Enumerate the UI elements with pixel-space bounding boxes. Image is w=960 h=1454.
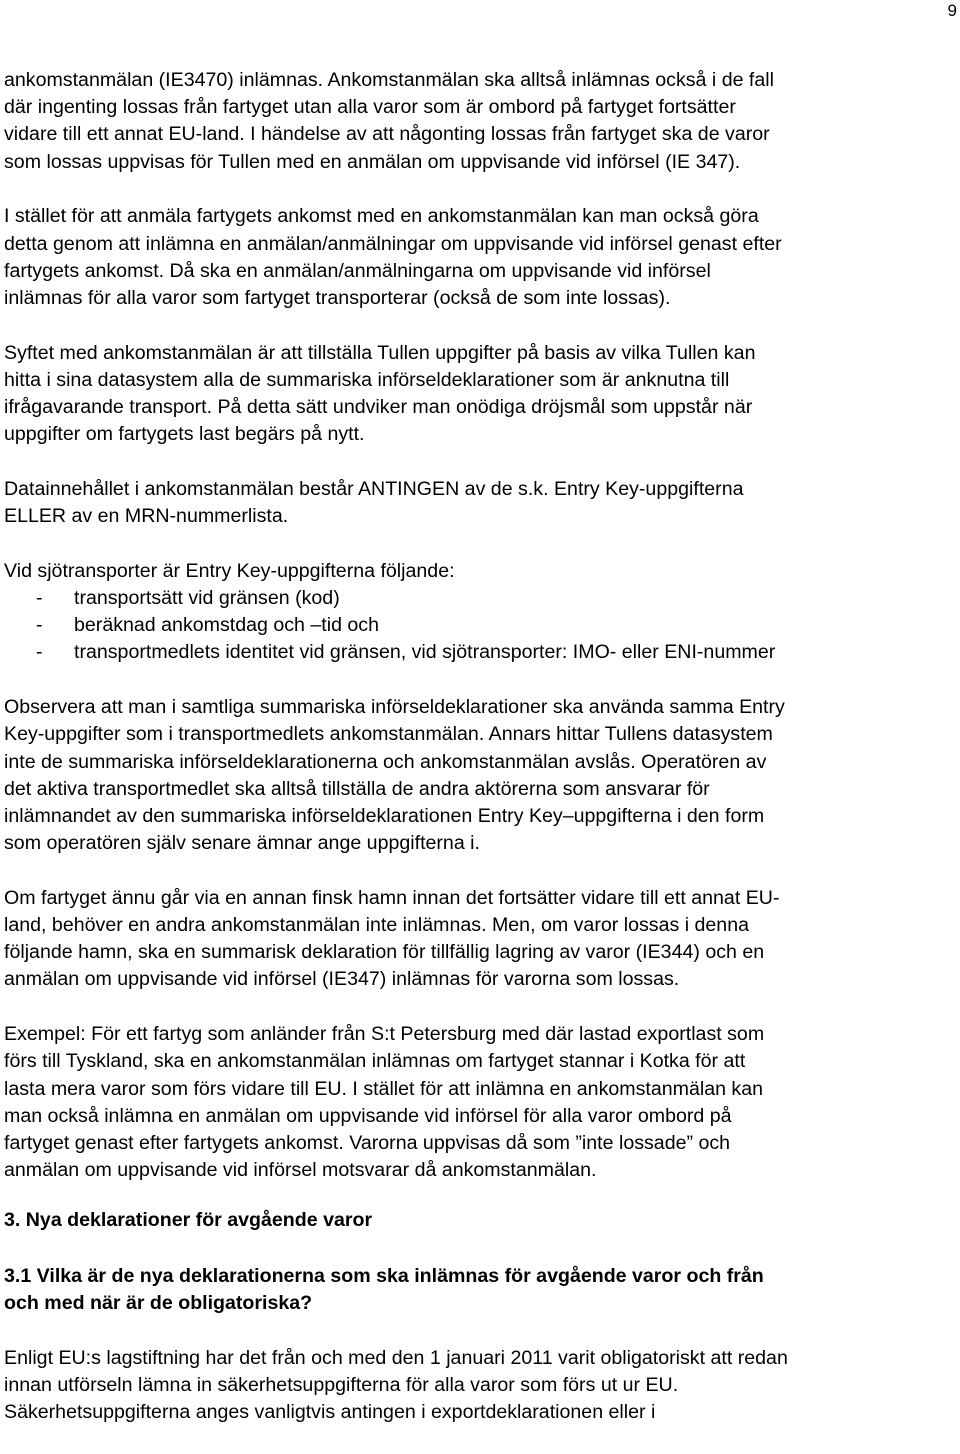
text-line: förs till Tyskland, ska en ankomstanmälan inlämnas om fartyget stannar i Kotka för att	[4, 1050, 746, 1073]
text-line: fartygets ankomst. Då ska en anmälan/anmälningarna om uppvisande vid införsel	[4, 259, 711, 282]
paragraph-purpose	[4, 340, 954, 449]
list-dash: -	[36, 641, 43, 664]
text-line: som operatören själv senare ämnar ange uppgifterna i.	[4, 832, 480, 855]
list-dash: -	[36, 614, 43, 637]
text-line: innan utförseln lämna in säkerhetsuppgifterna för alla varor som förs ut ur EU.	[4, 1374, 679, 1397]
text-line: Syftet med ankomstanmälan är att tillställa Tullen uppgifter på basis av vilka Tullen kan	[4, 341, 756, 364]
text-line: land, behöver en andra ankomstanmälan inte inlämnas. Men, om varor lossas i denna	[4, 914, 749, 937]
heading-text: och med när är de obligatoriska?	[4, 1291, 313, 1314]
text-line: Exempel: För ett fartyg som anländer från S:t Petersburg med där lastad exportlast som	[4, 1023, 765, 1046]
text-line: anmälan om uppvisande vid införsel (IE347) inlämnas för varorna som lossas.	[4, 968, 680, 991]
list-item-text: beräknad ankomstdag och –tid och	[74, 614, 379, 637]
list-item-text: transportsätt vid gränsen (kod)	[74, 587, 340, 610]
text-line: man också inlämna en anmälan om uppvisande vid införsel för alla varor ombord på	[4, 1104, 732, 1127]
text-line: ifrågavarande transport. På detta sätt undviker man onödiga dröjsmål som uppstår när	[4, 396, 753, 419]
list-item-text: transportmedlets identitet vid gränsen, vid sjötransporter: IMO- eller ENI-nummer	[74, 641, 776, 664]
paragraph-eu-legislation	[4, 1345, 954, 1427]
text-line: Enligt EU:s lagstiftning har det från och med den 1 januari 2011 varit obligatoriskt att redan	[4, 1347, 788, 1370]
entry-key-list	[4, 585, 954, 667]
text-line: Vid sjötransporter är Entry Key-uppgifterna följande:	[4, 559, 455, 582]
text-line: ankomstanmälan (IE3470) inlämnas. Ankomstanmälan ska alltså inlämnas också i de fall	[4, 69, 774, 91]
heading-text: 3. Nya deklarationer för avgående varor	[4, 1209, 373, 1232]
paragraph-example	[4, 1021, 954, 1184]
text-line: som lossas uppvisas för Tullen med en anmälan om uppvisande vid införsel (IE 347).	[4, 150, 741, 173]
text-line: vidare till ett annat EU-land. I händelse av att någonting lossas från fartyget ska de varor	[4, 123, 770, 146]
text-line: Datainnehållet i ankomstanmälan består ANTINGEN av de s.k. Entry Key-uppgifterna	[4, 477, 744, 500]
list-item	[4, 585, 954, 612]
heading-text: 3.1 Vilka är de nya deklarationerna som ska inlämnas för avgående varor och från	[4, 1264, 764, 1287]
text-line: I stället för att anmäla fartygets ankomst med en ankomstanmälan kan man också göra	[4, 205, 759, 228]
text-line: det aktiva transportmedlet ska alltså tillställa de andra aktörerna som ansvarar för	[4, 777, 710, 800]
document-body	[4, 67, 954, 1454]
section-heading-3-1	[4, 1263, 954, 1317]
text-line: uppgifter om fartygets last begärs på nytt.	[4, 423, 365, 446]
section-heading-3	[4, 1207, 954, 1234]
text-line: inte de summariska införseldeklarationerna och ankomstanmälan avslås. Operatören av	[4, 750, 767, 773]
text-line: lasta mera varor som förs vidare till EU. I stället för att inlämna en ankomstanmälan kan	[4, 1077, 764, 1100]
text-line: Key-uppgifter som i transportmedlets ankomstanmälan. Annars hittar Tullens datasystem	[4, 723, 773, 746]
text-line: Säkerhetsuppgifterna anges vanligtvis antingen i exportdeklarationen eller i	[4, 1401, 656, 1424]
paragraph-instead-of-notice	[4, 203, 954, 312]
text-line: Om fartyget ännu går via en annan finsk hamn innan det fortsätter vidare till ett annat EU-	[4, 886, 780, 909]
paragraph-arrival-notice	[4, 67, 954, 176]
text-line: hitta i sina datasystem alla de summariska införseldeklarationer som är anknutna till	[4, 368, 730, 391]
list-item	[4, 612, 954, 639]
paragraph-data-content	[4, 476, 954, 530]
text-line: inlämnas för alla varor som fartyget transporterar (också de som inte lossas).	[4, 286, 671, 309]
text-line: detta genom att inlämna en anmälan/anmälningar om uppvisande vid införsel genast efter	[4, 232, 782, 255]
text-line: anmälan om uppvisande vid införsel motsvarar då ankomstanmälan.	[4, 1159, 597, 1182]
text-line: inlämnandet av den summariska införseldeklarationen Entry Key–uppgifterna i den form	[4, 804, 765, 827]
list-item	[4, 639, 954, 666]
list-dash: -	[36, 587, 43, 610]
text-line: följande hamn, ska en summarisk deklaration för tillfällig lagring av varor (IE344) och en	[4, 941, 765, 964]
text-line: ELLER av en MRN-nummerlista.	[4, 505, 289, 528]
text-line: fartyget genast efter fartygets ankomst. Varorna uppvisas då som ”inte lossade” och	[4, 1132, 731, 1154]
page-number: 9	[947, 1, 957, 20]
paragraph-finnish-port	[4, 885, 954, 994]
paragraph-observe	[4, 694, 954, 857]
text-line: där ingenting lossas från fartyget utan alla varor som är ombord på fartyget fortsätter	[4, 96, 736, 119]
entry-key-intro	[4, 558, 954, 585]
text-line: Observera att man i samtliga summariska införseldeklarationer ska använda samma Entry	[4, 696, 785, 719]
